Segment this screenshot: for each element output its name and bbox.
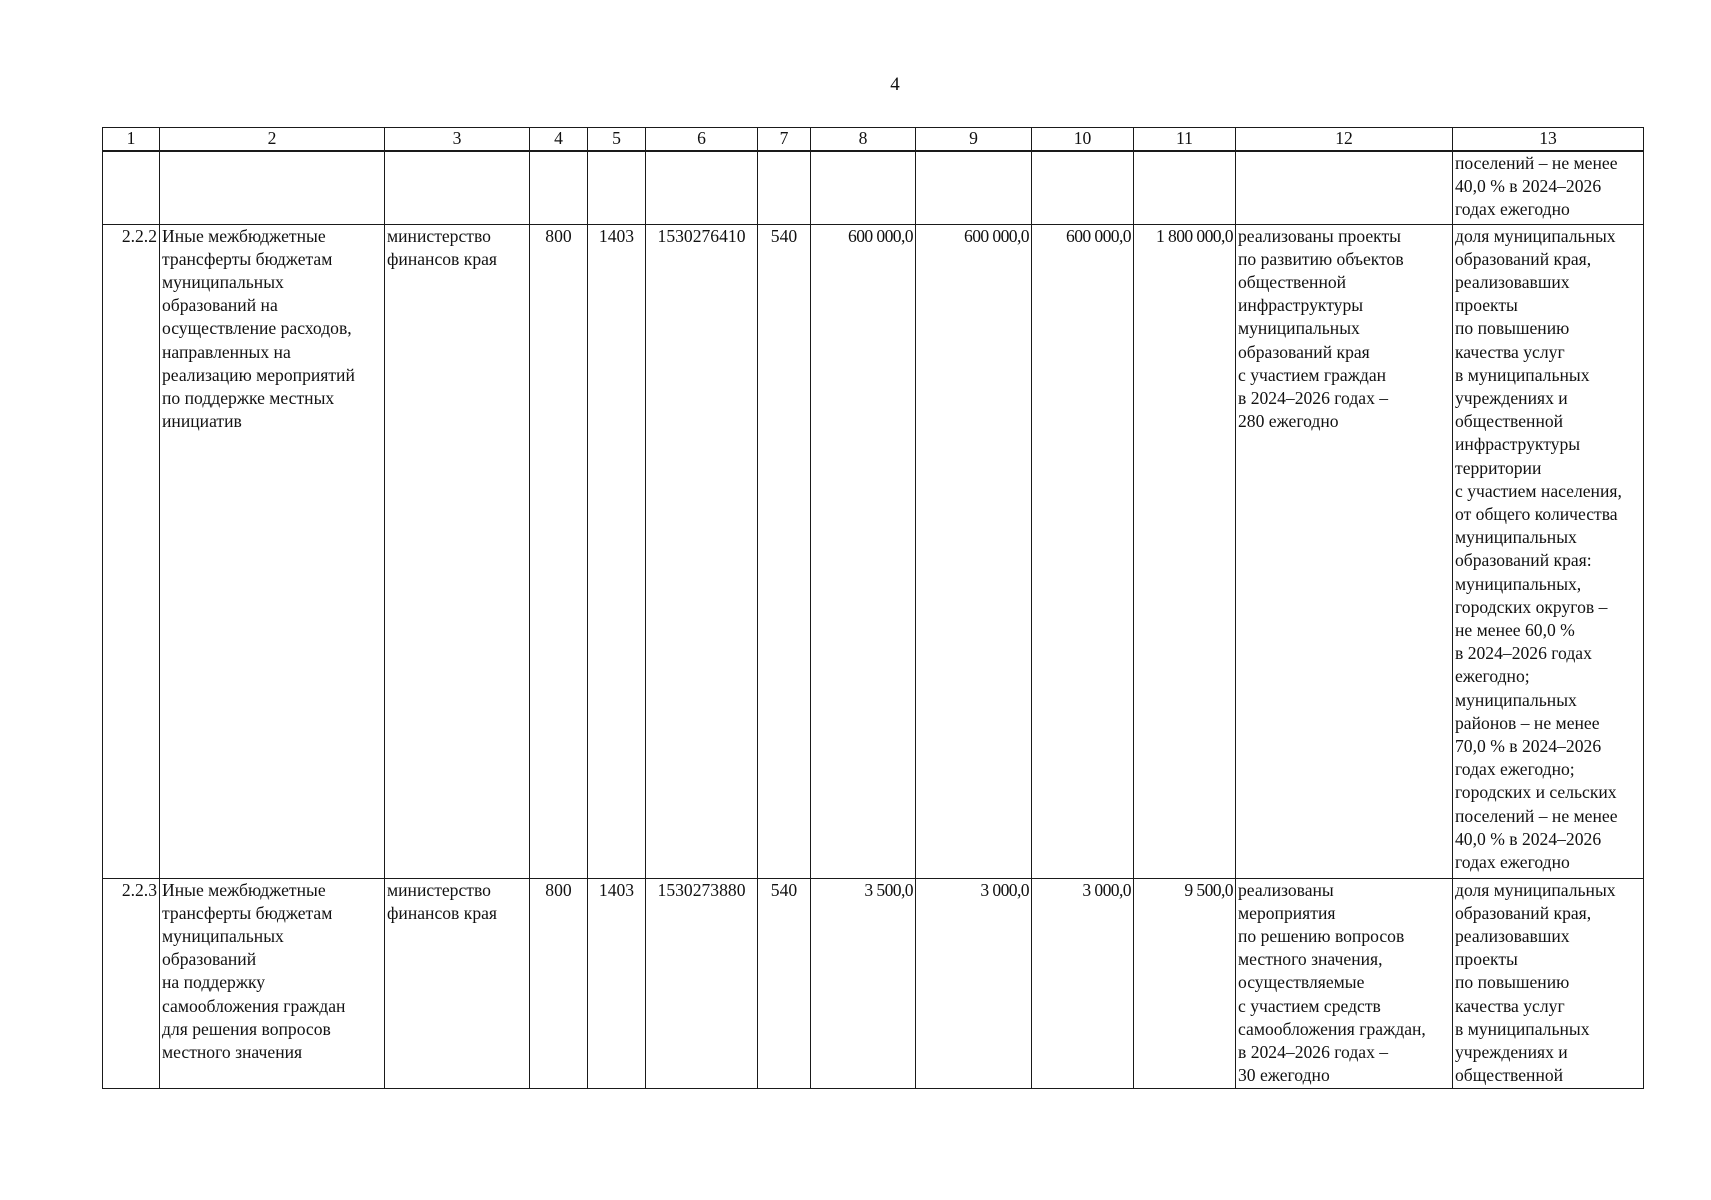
column-number-8: 8: [811, 128, 916, 152]
empty-cell: [385, 151, 530, 224]
measure-name: Иные межбюджетные трансферты бюджетам муниципальных образований на поддержку самообложения граждан для решения вопросов местного значения: [160, 878, 385, 1088]
amount-2026: 600 000,0: [1032, 224, 1134, 878]
target-item-code: 1530273880: [646, 878, 758, 1088]
empty-cell: [758, 151, 811, 224]
empty-cell: [1032, 151, 1134, 224]
target-item-code: 1530276410: [646, 224, 758, 878]
column-number-11: 11: [1134, 128, 1236, 152]
measure-number: 2.2.3: [103, 878, 160, 1088]
amount-2026: 3 000,0: [1032, 878, 1134, 1088]
measure-name: Иные межбюджетные трансферты бюджетам муниципальных образований на осуществление расходов, направленных на реализацию мероприятий по поддержке местных инициатив: [160, 224, 385, 878]
section-code: 1403: [588, 878, 646, 1088]
amount-total: 9 500,0: [1134, 878, 1236, 1088]
table-row: [103, 224, 1644, 878]
page-number: 4: [890, 74, 900, 95]
expected-result: реализованы мероприятия по решению вопросов местного значения, осуществляемые с участием средств самообложения граждан, в 2024–2026 годах – 30 ежегодно: [1236, 878, 1453, 1088]
column-number-3: 3: [385, 128, 530, 152]
empty-cell: [103, 151, 160, 224]
grbs-code: 800: [530, 224, 588, 878]
column-number-6: 6: [646, 128, 758, 152]
indicator-cell: доля муниципальных образований края, реализовавших проекты по повышению качества услуг в муниципальных учреждениях и общественной: [1453, 878, 1644, 1088]
empty-cell: [811, 151, 916, 224]
empty-cell: [160, 151, 385, 224]
section-code: 1403: [588, 224, 646, 878]
column-number-9: 9: [916, 128, 1032, 152]
program-measures-table: [102, 127, 1644, 1089]
column-number-1: 1: [103, 128, 160, 152]
expense-type-code: 540: [758, 878, 811, 1088]
column-number-4: 4: [530, 128, 588, 152]
empty-cell: [588, 151, 646, 224]
indicator-cell: доля муниципальных образований края, реализовавших проекты по повышению качества услуг в муниципальных учреждениях и общественной инфраструктуры территории с участием населения, от общего количества муниципальных образований края: муниципальных, городских округов – не менее 60,0 % в 2024–2026 годах ежегодно; муниципальных районов – не менее 70,0 % в 2024–2026 годах ежегодно; городских и сельских поселений – не менее 40,0 % в 2024–2026 годах ежегодно: [1453, 224, 1644, 878]
column-number-7: 7: [758, 128, 811, 152]
grbs-code: 800: [530, 878, 588, 1088]
amount-2025: 600 000,0: [916, 224, 1032, 878]
expense-type-code: 540: [758, 224, 811, 878]
column-number-row: [103, 128, 1644, 152]
table-row: [103, 878, 1644, 1088]
continuation-row: [103, 151, 1644, 224]
amount-2024: 3 500,0: [811, 878, 916, 1088]
indicator-cell: поселений – не менее 40,0 % в 2024–2026 годах ежегодно: [1453, 151, 1644, 224]
empty-cell: [530, 151, 588, 224]
measure-number: 2.2.2: [103, 224, 160, 878]
amount-total: 1 800 000,0: [1134, 224, 1236, 878]
executor: министерство финансов края: [385, 224, 530, 878]
empty-cell: [916, 151, 1032, 224]
column-number-12: 12: [1236, 128, 1453, 152]
column-number-5: 5: [588, 128, 646, 152]
empty-cell: [1236, 151, 1453, 224]
amount-2024: 600 000,0: [811, 224, 916, 878]
expected-result: реализованы проекты по развитию объектов общественной инфраструктуры муниципальных образований края с участием граждан в 2024–2026 годах – 280 ежегодно: [1236, 224, 1453, 878]
column-number-2: 2: [160, 128, 385, 152]
empty-cell: [646, 151, 758, 224]
empty-cell: [1134, 151, 1236, 224]
column-number-13: 13: [1453, 128, 1644, 152]
amount-2025: 3 000,0: [916, 878, 1032, 1088]
column-number-10: 10: [1032, 128, 1134, 152]
executor: министерство финансов края: [385, 878, 530, 1088]
